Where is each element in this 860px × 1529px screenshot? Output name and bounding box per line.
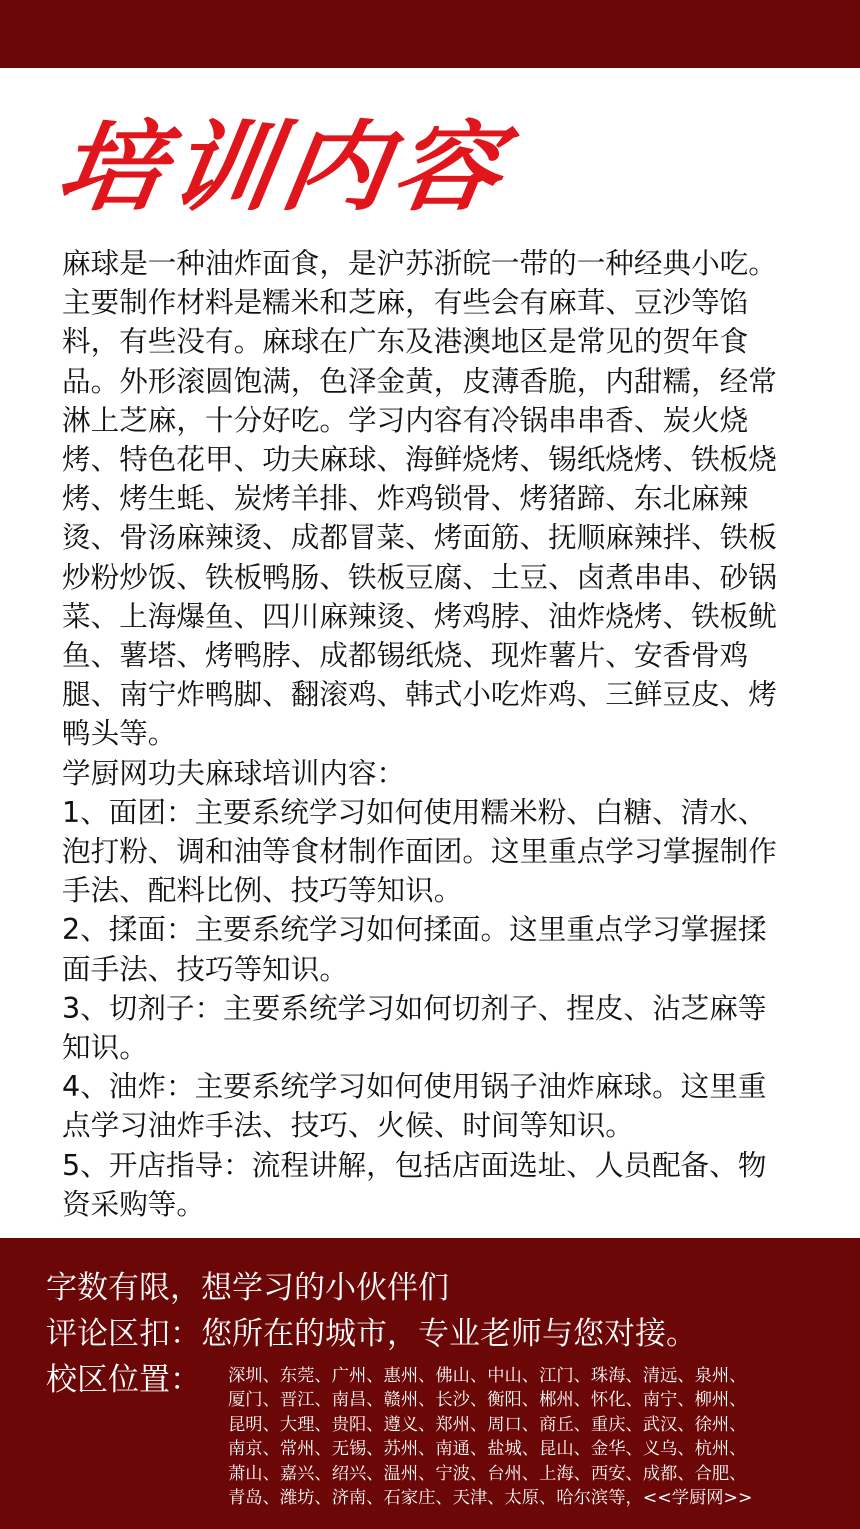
- course-item-cutting: 3、切剂子：主要系统学习如何切剂子、捏皮、沾芝麻等知识。: [62, 990, 767, 1065]
- intro-paragraph: 麻球是一种油炸面食，是沪苏浙皖一带的一种经典小吃。主要制作材料是糯米和芝麻，有些会有麻茸、豆沙等馅料，有些没有。麻球在广东及港澳地区是常见的贺年食品。外形滚圆饱满，色泽金黄，皮薄香脆，内甜糯，经常淋上芝麻，十分好吃。学习内容有冷锅串串香、炭火烧烤、特色花甲、功夫麻球、海鲜烧烤、锡纸烧烤、铁板烧烤、烤生蚝、炭烤羊排、炸鸡锁骨、烤猪蹄、东北麻辣烫、骨汤麻辣烫、成都冒菜、烤面筋、抚顺麻辣拌、铁板炒粉炒饭、铁板鸭肠、铁板豆腐、土豆、卤煮串串、砂锅菜、上海爆鱼、四川麻辣烫、烤鸡脖、油炸烧烤、铁板鱿鱼、薯塔、烤鸭脖、成都锡纸烧、现炸薯片、安香骨鸡腿、南宁炸鸭脚、翻滚鸡、韩式小吃炸鸡、三鲜豆皮、烤鸭头等。: [62, 246, 777, 751]
- campus-line: 青岛、潍坊、济南、石家庄、天津、太原、哈尔滨等，<<学厨网>>: [228, 1488, 753, 1509]
- campus-line: 萧山、嘉兴、绍兴、温州、宁波、台州、上海、西安、成都、合肥、: [228, 1463, 747, 1484]
- campus-city-list: [228, 1364, 828, 1510]
- course-item-kneading: 2、揉面：主要系统学习如何揉面。这里重点学习掌握揉面手法、技巧等知识。: [62, 912, 767, 986]
- promo-headline: 字数有限，想学习的小伙伴们: [46, 1270, 449, 1306]
- campus-line: 南京、常州、无锡、苏州、南通、盐城、昆山、金华、义乌、杭州、: [228, 1439, 747, 1460]
- course-heading: 学厨网功夫麻球培训内容：: [62, 755, 406, 790]
- top-banner-band: [0, 0, 860, 68]
- campus-label: 校区位置：: [46, 1362, 201, 1398]
- course-item-dough: 1、面团：主要系统学习如何使用糯米粉、白糖、清水、泡打粉、调和油等食材制作面团。这里重点学习掌握制作手法、配料比例、技巧等知识。: [62, 794, 777, 908]
- promo-comment-prompt: 评论区扣：您所在的城市，专业老师与您对接。: [46, 1316, 697, 1352]
- campus-line: 深圳、东莞、广州、惠州、佛山、中山、江门、珠海、清远、泉州、: [228, 1366, 747, 1386]
- campus-line: 厦门、晋江、南昌、赣州、长沙、衡阳、郴州、怀化、南宁、柳州、: [228, 1390, 747, 1411]
- course-item-frying: 4、油炸：主要系统学习如何使用锅子油炸麻球。这里重点学习油炸手法、技巧、火候、时间等知识。: [62, 1069, 767, 1143]
- course-item-shop-guidance: 5、开店指导：流程讲解，包括店面选址、人员配备、物资采购等。: [62, 1147, 767, 1221]
- campus-line: 昆明、大理、贵阳、遵义、郑州、周口、商丘、重庆、武汉、徐州、: [228, 1414, 747, 1435]
- article-body: [62, 244, 788, 1224]
- page-title: 培训内容: [50, 110, 515, 225]
